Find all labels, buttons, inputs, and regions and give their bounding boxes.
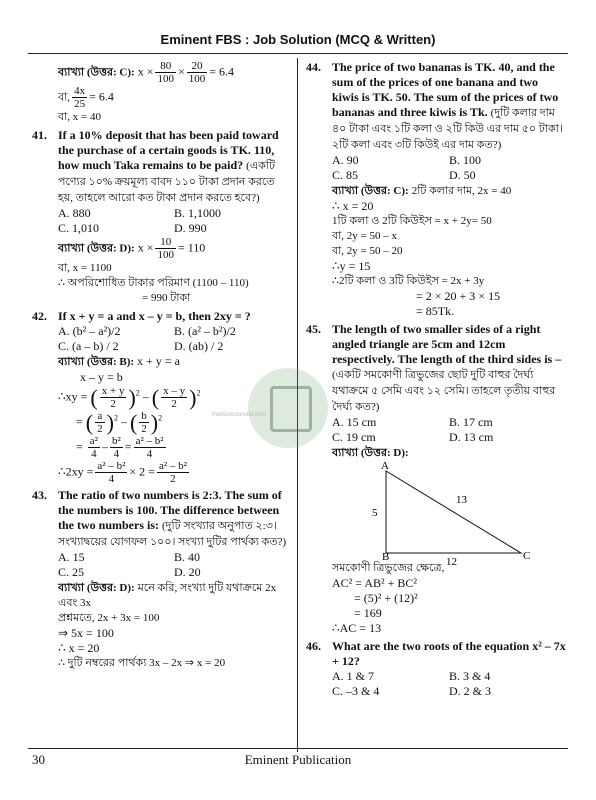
option: C. 1,010 — [58, 221, 100, 235]
option: A. 880 — [58, 206, 91, 220]
explanation-line: ∴xy = ( $\frac{x + y}{2}$ )$^2$ – ( $\frac{x - y}{2}$ )$^2$ — [58, 385, 201, 410]
option: B. (a² – b²)/2 — [174, 324, 236, 338]
option: C. (a – b) / 2 — [58, 339, 119, 353]
question-bangla: (একটি পণ্যের ১০% ক্রয়মূল্য বাবদ ১১০ টাকা প্রদান করতে হয়, তাহলে আরো কত টাকা প্রদান করতে হবে?) — [58, 160, 276, 204]
question-text: What are the two roots of the equation x² – 7x + 12? — [332, 639, 566, 668]
option: A. 1 & 7 — [332, 669, 374, 683]
explanation-line: ব্যাখ্যা (উত্তর: D): মনে করি, সংখ্যা দুটি যথাক্রমে 2x — [58, 582, 277, 594]
explanation-line: x – y = b — [80, 370, 123, 384]
option: A. 15 cm — [332, 415, 377, 429]
question-46: 46. What are the two roots of the equation x² – 7x + 12? — [306, 639, 566, 668]
question-text: The ratio of two numbers is 2:3. The sum of the numbers is 100. The difference between the two numbers is: — [58, 488, 282, 532]
question-bangla: (দুটি কলার দাম ৪০ টাকা এবং ১টি কলা ও ২টি কিউ এর দাম ৫০ টাকা। ২টি কলা এবং ৩টি কিউই এর দাম কত?) — [332, 107, 563, 151]
explanation-line: = ( $\frac{a}{2}$ )$^2$ – ( $\frac{b}{2}$ )$^2$ — [76, 410, 163, 435]
explanation-line: = $\frac{\text{a²}}{4}$ – $\frac{\text{b²}}{4}$ = $\frac{\text{a² – b²}}{4}$ — [76, 435, 164, 460]
explanation-line: = 990 টাকা — [142, 292, 191, 304]
question-text: The length of two smaller sides of a right angled triangle are 5cm and 12cm respectively. The length of the third sides is – — [332, 322, 562, 366]
question-bangla: (একটি সমকোণী ত্রিভুজের ছোট দুটি বাহুর দৈর্ঘ্য যথাক্রমে ৫ সেমি এবং ১২ সেমি। তাহলে তৃতীয় বাহুর দৈর্ঘ্য কত?) — [332, 369, 556, 413]
explanation-line: বা, 2y = 50 – 20 — [332, 245, 403, 257]
explanation-line: বা, $\frac{4x}{25}$ = 6.4 — [58, 85, 114, 110]
options — [32, 206, 290, 236]
vertex-label-a: A — [381, 460, 389, 472]
explanation-line: ব্যাখ্যা (উত্তর: D): — [332, 447, 409, 459]
explanation-line: ব্যাখ্যা (উত্তর: B): x + y = a — [58, 354, 180, 368]
triangle-shape — [386, 471, 521, 553]
explanation-line: বা, x = 1100 — [58, 262, 112, 274]
option: B. 1,1000 — [174, 206, 222, 220]
explanation-line: ⇒ 5x = 100 — [58, 626, 114, 640]
explanation-line: ∴ অপরিশোধিত টাকার পরিমাণ (1100 – 110) — [58, 277, 249, 289]
option: D. 990 — [174, 221, 207, 235]
explanation-line: ∴AC = 13 — [332, 621, 382, 635]
explanation-line: বা, 2y = 50 – x — [332, 230, 398, 242]
option: A. 15 — [58, 550, 85, 564]
option: D. 50 — [449, 168, 476, 182]
triangle-figure — [336, 460, 536, 568]
explanation-line: AC² = AB² + BC² — [332, 576, 418, 590]
explanation-line: ব্যাখ্যা (উত্তর: C): 2টি কলার দাম, 2x = 40 — [332, 185, 512, 197]
option: C. 85 — [332, 168, 359, 182]
explanation-line: = 169 — [354, 606, 382, 620]
option: B. 3 & 4 — [449, 669, 491, 683]
explanation-line: = (5)² + (12)² — [354, 591, 418, 605]
left-column — [32, 60, 290, 671]
option: C. –3 & 4 — [332, 684, 380, 698]
question-42: 42. If x + y = a and x – y = b, then 2xy = ? — [32, 309, 290, 324]
question-43: 43. The ratio of two numbers is 2:3. The sum of the numbers is 100. The difference between the two numbers is: (দুটি সংখ্যার অনুপাত ২:৩। সংখ্যাদ্বয়ের যোগফল ১০০। সংখ্যা দুটির পার্থক্য কত?) — [32, 488, 287, 548]
question-text: If a 10% deposit that has been paid toward the purchase of a certain goods is TK. 110, how much Taka remains to be paid? — [58, 128, 279, 172]
explanation-line: 1টি কলা ও 2টি কিউইস = x + 2y= 50 — [332, 215, 492, 227]
page-header: Eminent FBS : Job Solution (MCQ & Written) — [160, 32, 436, 47]
publisher-name: Eminent Publication — [244, 752, 352, 767]
explanation-line: ∴2টি কলা ও 3টি কিউইস = 2x + 3y — [332, 275, 485, 287]
options — [32, 550, 290, 580]
explanation-line: ব্যাখ্যা (উত্তর: D): x × $\frac{10}{100}$ = 110 — [58, 236, 206, 261]
option: A. (b² – a²)/2 — [58, 324, 121, 338]
option: B. 100 — [449, 153, 482, 167]
explanation-line: ∴2xy = $\frac{\text{a² – b²}}{4}$ × 2 = $\frac{\text{a² – b²}}{2}$ — [58, 460, 187, 485]
option: C. 25 — [58, 565, 85, 579]
options — [306, 669, 566, 699]
explanation-line: = 85Tk. — [416, 304, 455, 318]
options — [306, 415, 566, 445]
side-label-ab: 5 — [372, 507, 378, 519]
vertex-label-c: C — [523, 550, 531, 562]
explanation-line: ∴y = 15 — [332, 259, 371, 273]
explanation-line: এবং 3x — [58, 597, 91, 609]
explanation-line: ∴ x = 20 — [332, 199, 374, 213]
option: B. 17 cm — [449, 415, 493, 429]
option: C. 19 cm — [332, 430, 376, 444]
question-text: The price of two bananas is TK. 40, and the sum of the prices of one banana and two kiwis is TK. 50. The sum of the prices of two bananas and three kiwis is Tk. — [332, 60, 559, 119]
right-column — [306, 60, 566, 699]
option: A. 90 — [332, 153, 359, 167]
page-number: 30 — [32, 752, 45, 767]
explanation-line: সমকোণী ত্রিভুজের ক্ষেত্রে, — [332, 562, 445, 574]
explanation-line: = 2 × 20 + 3 × 15 — [416, 289, 501, 303]
header-rule — [28, 53, 568, 54]
question-44: 44. The price of two bananas is TK. 40, and the sum of the prices of one banana and two kiwis is TK. 50. The sum of the prices of two bananas and three kiwis is Tk. (দুটি কলার দাম ৪০ টাকা এবং ১টি কলা ও ২টি কিউ এর দাম ৫০ টাকা। ২টি কলা এবং ৩টি কিউই এর দাম কত?) — [306, 60, 563, 151]
explanation-line: ∴ দুটি নম্বরের পার্থক্য 3x – 2x ⇒ x = 20 — [58, 657, 226, 669]
vertex-label-b: B — [382, 551, 390, 563]
options — [306, 153, 566, 183]
explanation-line: প্রশ্নমতে, 2x + 3x = 100 — [58, 612, 160, 624]
option: D. 2 & 3 — [449, 684, 491, 698]
question-bangla: (দুটি সংখ্যার অনুপাত ২:৩। সংখ্যাদ্বয়ের যোগফল ১০০। সংখ্যা দুটির পার্থক্য কত?) — [58, 520, 287, 548]
option: B. 40 — [174, 550, 201, 564]
question-text: If x + y = a and x – y = b, then 2xy = ? — [58, 309, 251, 323]
watermark-text: thebookstorebd.com — [212, 412, 267, 418]
footer-rule — [28, 748, 568, 749]
options — [32, 324, 290, 354]
option: D. (ab) / 2 — [174, 339, 224, 353]
question-41: 41. If a 10% deposit that has been paid toward the purchase of a certain goods is TK. 110, how much Taka remains to be paid? (একটি পণ্যের ১০% ক্রয়মূল্য বাবদ ১১০ টাকা প্রদান করতে হয়, তাহলে আরো কত টাকা প্রদান করতে হবে?) — [32, 128, 279, 204]
explanation-line: ∴ x = 20 — [58, 641, 100, 655]
question-45: 45. The length of two smaller sides of a right angled triangle are 5cm and 12cm respectively. The length of the third sides is – (একটি সমকোণী ত্রিভুজের ছোট দুটি বাহুর দৈর্ঘ্য যথাক্রমে ৫ সেমি এবং ১২ সেমি। তাহলে তৃতীয় বাহুর দৈর্ঘ্য কত?) — [306, 322, 562, 413]
side-label-ac: 13 — [456, 494, 467, 506]
explanation-line: ব্যাখ্যা (উত্তর: C): x × $\frac{80}{100}$ × $\frac{20}{100}$ = 6.4 — [58, 60, 235, 85]
option: D. 13 cm — [449, 430, 494, 444]
option: D. 20 — [174, 565, 201, 579]
explanation-line: বা, x = 40 — [58, 111, 102, 123]
side-label-bc: 12 — [446, 556, 457, 568]
